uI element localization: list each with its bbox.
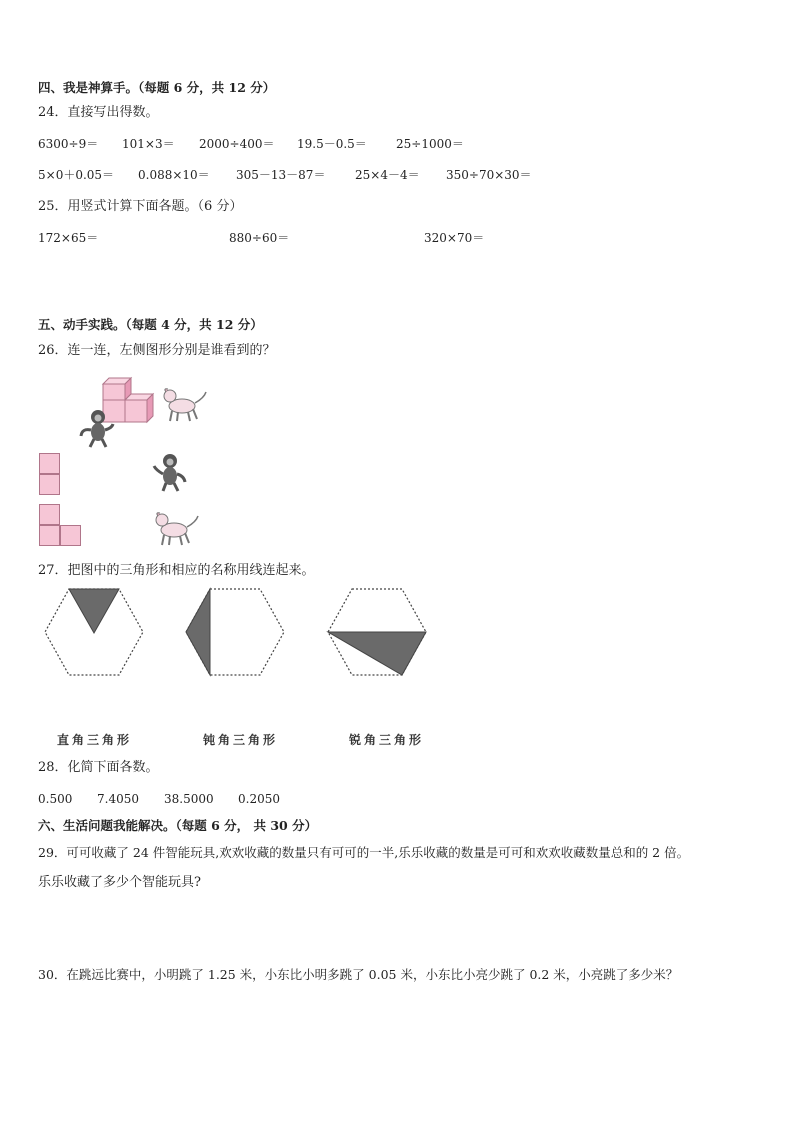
view-square (39, 504, 60, 525)
decimal-item: 38.5000 (164, 792, 214, 806)
calc-item: 880÷60＝ (229, 231, 290, 245)
calc-item: 5×0＋0.05＝ (38, 168, 115, 182)
view-square (39, 525, 60, 546)
view-square (39, 453, 60, 474)
calc-item: 0.088×10＝ (138, 168, 210, 182)
decimal-item: 0.2050 (238, 792, 280, 806)
hexagon-figure-3 (327, 588, 427, 676)
dog-icon (152, 510, 200, 548)
q25-title: 25．用竖式计算下面各题。（6 分） (38, 199, 243, 214)
calc-item: 305－13－87＝ (236, 168, 326, 182)
triangle-label: 直角三角形 (57, 733, 133, 747)
decimal-item: 0.500 (38, 792, 73, 806)
calc-item: 350÷70×30＝ (446, 168, 532, 182)
monkey-icon (152, 452, 188, 492)
calc-item: 101×3＝ (122, 137, 175, 151)
q24-title: 24．直接写出得数。 (38, 105, 159, 120)
q28-title: 28．化简下面各数。 (38, 760, 159, 775)
decimal-item: 7.4050 (97, 792, 139, 806)
dog-icon (160, 386, 208, 424)
q29-question: 乐乐收藏了多少个智能玩具? (38, 875, 201, 890)
q27-title: 27．把图中的三角形和相应的名称用线连起来。 (38, 563, 315, 578)
hexagon-figure-1 (44, 588, 144, 676)
section5-heading: 五、动手实践。（每题 4 分，共 12 分） (38, 317, 263, 332)
calc-item: 320×70＝ (424, 231, 485, 245)
calc-item: 2000÷400＝ (199, 137, 275, 151)
q29-text: 29．可可收藏了 24 件智能玩具,欢欢收藏的数量只有可可的一半,乐乐收藏的数量是可可和欢欢收藏数量总和的 2 倍。 (38, 845, 690, 860)
section6-heading: 六、生活问题我能解决。（每题 6 分， 共 30 分） (38, 818, 318, 833)
calc-item: 172×65＝ (38, 231, 99, 245)
triangle-label: 锐角三角形 (349, 733, 425, 747)
calc-item: 25×4－4＝ (355, 168, 420, 182)
calc-item: 6300÷9＝ (38, 137, 99, 151)
view-square (60, 525, 81, 546)
calc-item: 25÷1000＝ (396, 137, 464, 151)
hexagon-figure-2 (185, 588, 285, 676)
calc-item: 19.5－0.5＝ (297, 137, 367, 151)
q30-text: 30．在跳远比赛中，小明跳了 1.25 米，小东比小明多跳了 0.05 米，小东比小亮少跳了 0.2 米，小亮跳了多少米？ (38, 967, 679, 982)
section4-heading: 四、我是神算手。（每题 6 分，共 12 分） (38, 80, 276, 95)
q26-title: 26．连一连，左侧图形分别是谁看到的？ (38, 343, 276, 358)
triangle-label: 钝角三角形 (203, 733, 279, 747)
view-square (39, 474, 60, 495)
monkey-icon (78, 408, 114, 448)
